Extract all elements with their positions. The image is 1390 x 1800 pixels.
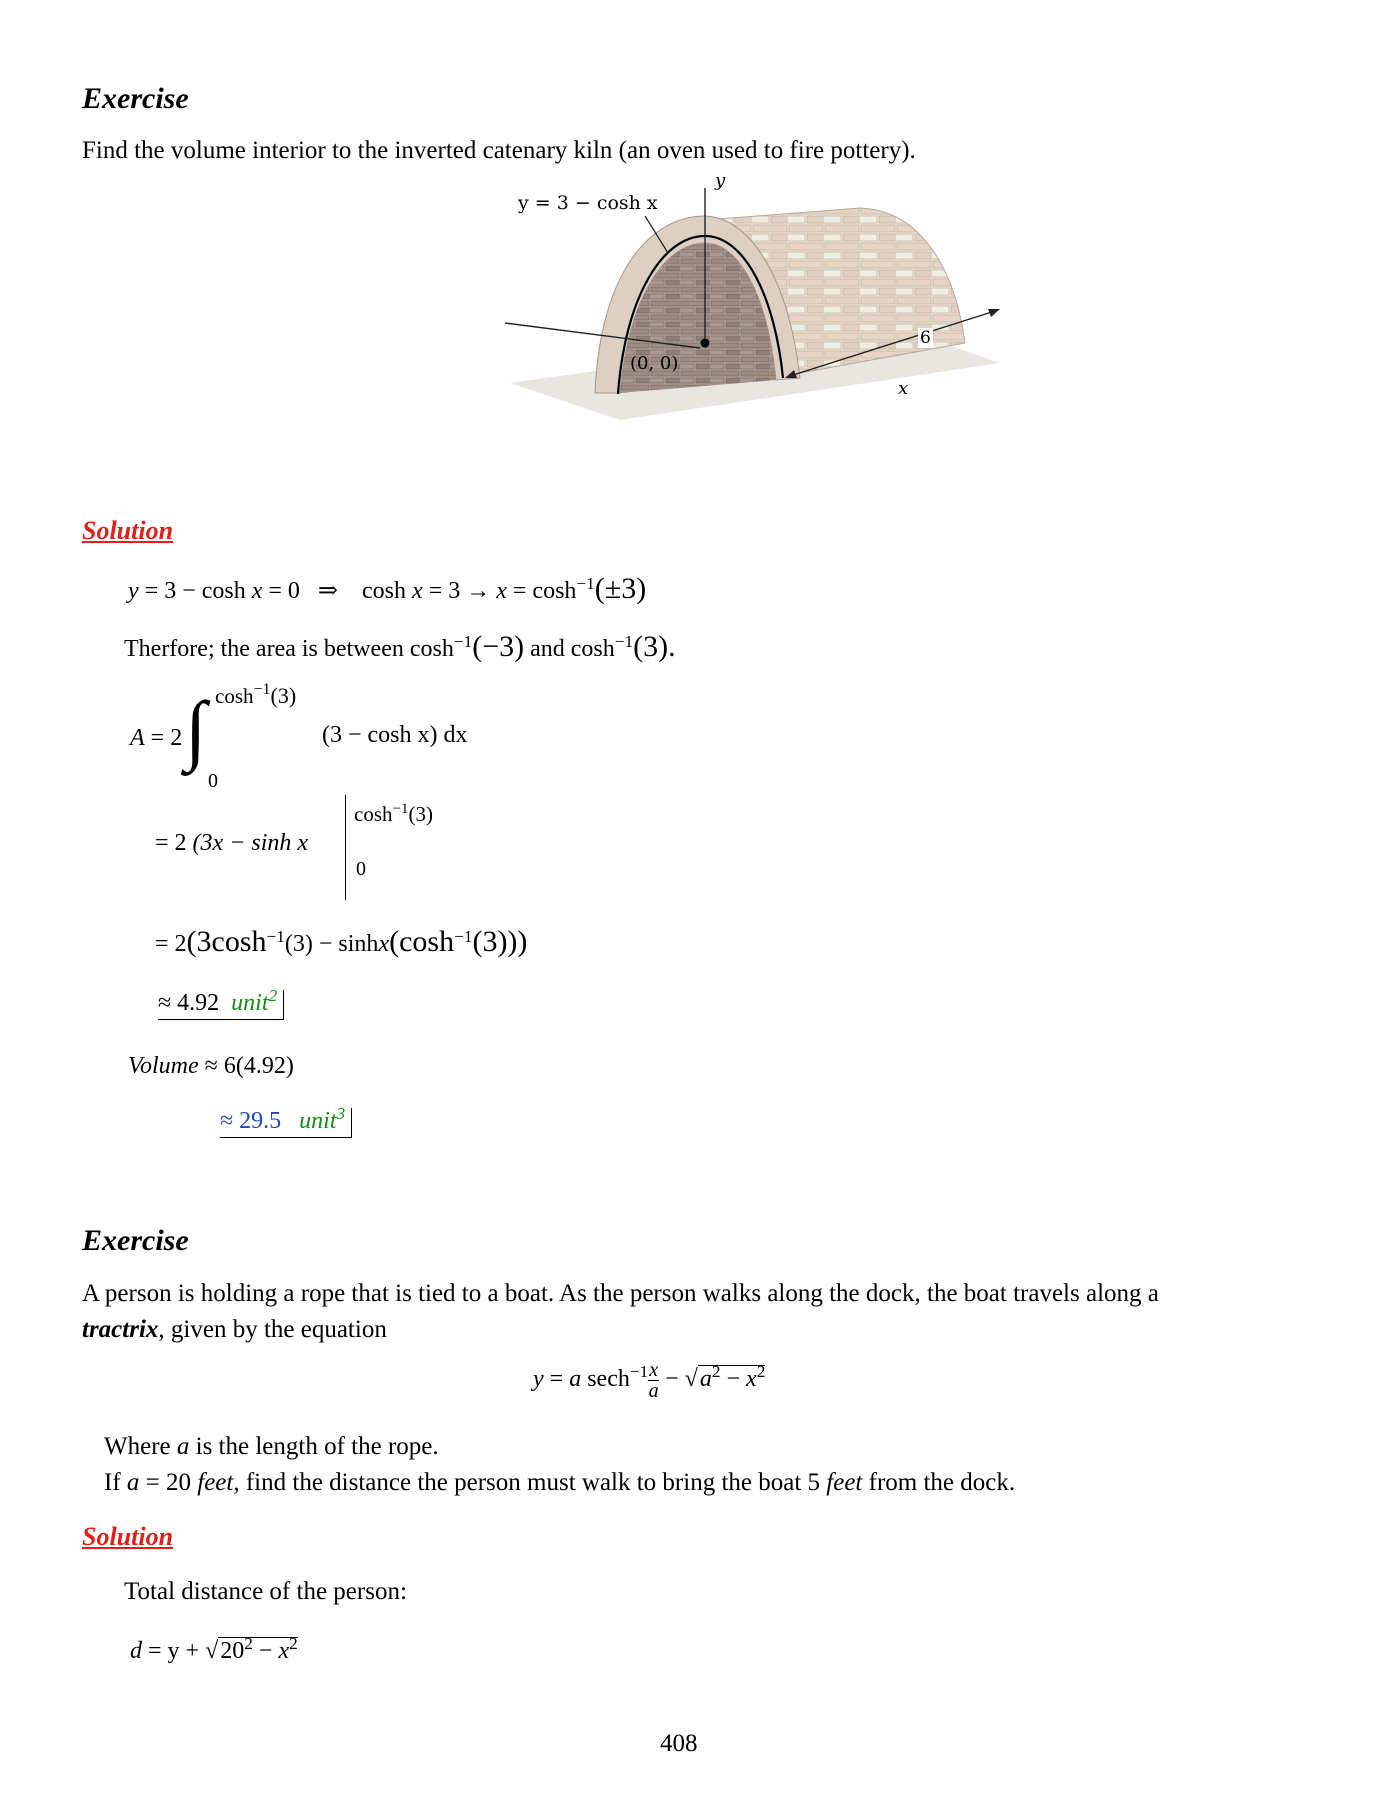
integral-lower-limit: 0 xyxy=(208,770,218,792)
integral-sign: ∫ xyxy=(185,685,207,772)
equation-line-2: Therfore; the area is between $\cosh^{-1}(-3)$ and $\cosh^{-1}(3)$. xyxy=(124,630,676,663)
tractrix-equation: y = a sech$^{-1}$ $\frac{x}{a}$ − $√a^2 - x^2$ xyxy=(533,1359,766,1402)
exercise-prompt-2b: tractrix, given by the equation xyxy=(82,1316,387,1343)
kiln-illustration xyxy=(500,188,1020,468)
curve-label: y = 3 − cosh x xyxy=(518,192,658,214)
distance-equation: $d = y + √20^2 - x^2$ xyxy=(130,1633,298,1664)
exercise-prompt-2a: A person is holding a rope that is tied to a boat. As the person walks along the dock, the boat travels along a xyxy=(82,1280,1159,1307)
depth-label: 6 xyxy=(920,328,931,348)
integrand: (3 − cosh x) dx xyxy=(322,722,468,748)
total-distance-text: Total distance of the person: xyxy=(124,1578,407,1605)
area-result: ≈ 4.92 unit$^2$ xyxy=(158,990,284,1020)
exercise-heading-1: Exercise xyxy=(82,82,189,115)
solution-label-2: Solution xyxy=(82,1522,174,1551)
evaluation-expression: = 2 (3x − sinh x xyxy=(155,830,309,856)
evaluation-bar xyxy=(345,795,346,900)
y-axis-label: y xyxy=(715,170,726,191)
exercise-heading-2: Exercise xyxy=(82,1224,189,1257)
evaluation-upper-limit: $\cosh^{-1}(3)$ xyxy=(354,800,433,826)
origin-label: (0, 0) xyxy=(630,353,679,374)
equation-line-1: y = 3 − cosh x = 0 ⇒ $\cosh x = 3 \to x = \cosh^{-1}(\pm 3)$ xyxy=(128,572,647,605)
x-axis-label: x xyxy=(898,378,909,399)
volume-expression: Volume ≈ 6(4.92) xyxy=(128,1053,294,1079)
kiln-figure xyxy=(500,170,1020,468)
page-number: 408 xyxy=(660,1730,698,1757)
solution-label-1: Solution xyxy=(82,516,174,545)
integral-upper-limit: $\cosh^{-1}(3)$ xyxy=(215,681,297,708)
where-line: Where a is the length of the rope. xyxy=(104,1433,439,1460)
if-line: If a = 20 feet, find the distance the person must walk to bring the boat 5 feet from the dock. xyxy=(104,1469,1016,1496)
evaluation-lower-limit: 0 xyxy=(356,858,366,880)
substitution-line: = $2(3\cosh^{-1}(3) - \sinh x(\cosh^{-1}(3)))$ xyxy=(155,925,528,958)
integral-lhs: A = 2 xyxy=(130,725,183,751)
volume-result: ≈ 29.5 unit$^3$ xyxy=(220,1108,352,1138)
exercise-prompt-1: Find the volume interior to the inverted catenary kiln (an oven used to fire pottery). xyxy=(82,137,916,164)
